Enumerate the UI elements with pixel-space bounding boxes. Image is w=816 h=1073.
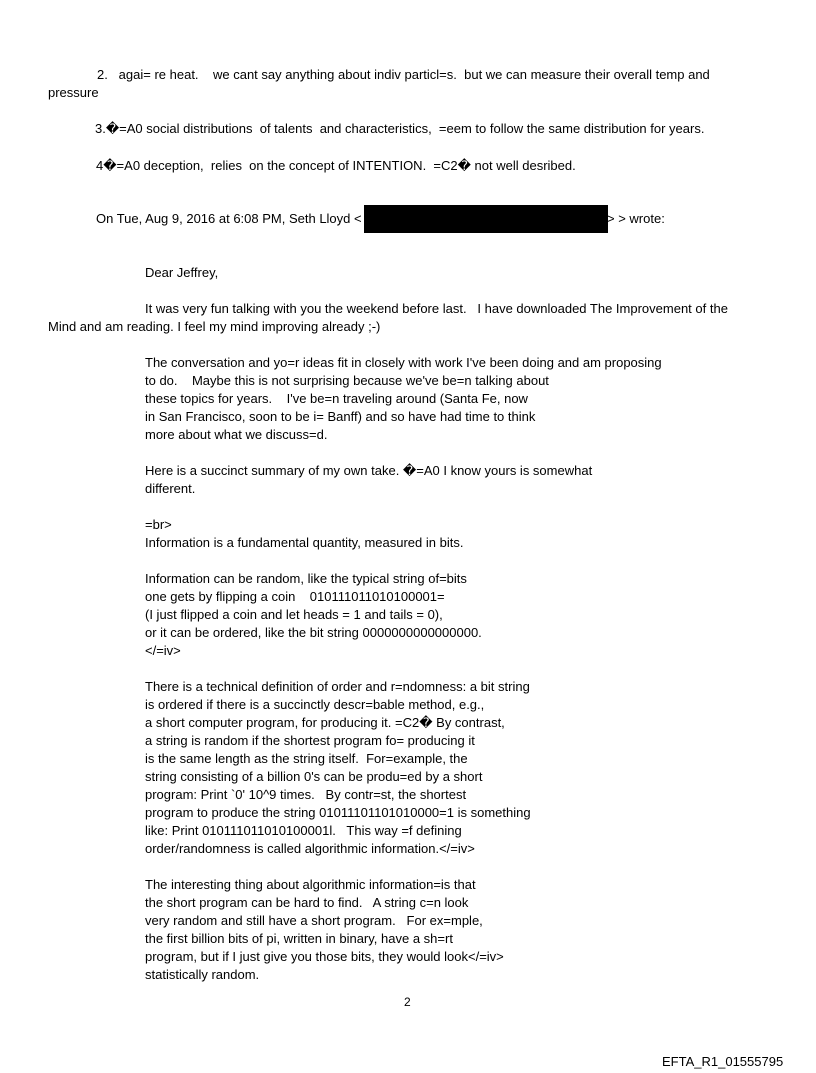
para-1-line-2: Mind and am reading. I feel my mind improving already ;-) (48, 319, 381, 334)
para-6-line-10: order/randomness is called algorithmic information.</=iv> (145, 841, 475, 856)
para-2-line-3: these topics for years. I've be=n traveling around (Santa Fe, now (145, 391, 528, 406)
para-5-line-1: Information can be random, like the typical string of=bits (145, 571, 467, 586)
email-header-suffix: > > wrote: (607, 211, 665, 226)
para-6-line-2: is ordered if there is a succinctly descr=bable method, e.g., (145, 697, 485, 712)
para-4-line-1: =br> (145, 517, 172, 532)
para-5-line-3: (I just flipped a coin and let heads = 1 and tails = 0), (145, 607, 443, 622)
para-5-line-2: one gets by flipping a coin 010111011010100001= (145, 589, 445, 604)
para-6-line-6: string consisting of a billion 0's can be produ=ed by a short (145, 769, 483, 784)
para-3-line-2: different. (145, 481, 196, 496)
para-7-line-1: The interesting thing about algorithmic information=is that (145, 877, 476, 892)
para-2-line-2: to do. Maybe this is not surprising because we've be=n talking about (145, 373, 549, 388)
para-2-line-4: in San Francisco, soon to be i= Banff) and so have had time to think (145, 409, 536, 424)
item-2-line-1: 2. agai= re heat. we cant say anything about indiv particl=s. but we can measure their overall temp and (97, 67, 710, 82)
item-3: 3.�=A0 social distributions of talents and characteristics, =eem to follow the same distribution for years. (95, 121, 705, 136)
para-7-line-6: statistically random. (145, 967, 260, 982)
para-7-line-2: the short program can be hard to find. A string c=n look (145, 895, 469, 910)
para-6-line-9: like: Print 010111011010100001l. This way =f defining (145, 823, 462, 838)
para-1-line-1: It was very fun talking with you the weekend before last. I have downloaded The Improvement of the (145, 301, 728, 316)
redaction-box (364, 205, 608, 233)
item-2-line-2: pressure (48, 85, 99, 100)
email-header-prefix: On Tue, Aug 9, 2016 at 6:08 PM, Seth Lloyd < (96, 211, 362, 226)
para-3-line-1: Here is a succinct summary of my own take. �=A0 I know yours is somewhat (145, 463, 593, 478)
item-4: 4�=A0 deception, relies on the concept of INTENTION. =C2� not well desribed. (96, 158, 576, 173)
para-4-line-2: Information is a fundamental quantity, measured in bits. (145, 535, 464, 550)
para-6-line-7: program: Print `0' 10^9 times. By contr=st, the shortest (145, 787, 467, 802)
para-6-line-1: There is a technical definition of order and r=ndomness: a bit string (145, 679, 530, 694)
document-id: EFTA_R1_01555795 (662, 1054, 784, 1069)
para-6-line-3: a short computer program, for producing it. =C2� By contrast, (145, 715, 505, 730)
page-number: 2 (404, 995, 411, 1009)
para-7-line-5: program, but if I just give you those bits, they would look</=iv> (145, 949, 504, 964)
para-5-line-4: or it can be ordered, like the bit string 0000000000000000. (145, 625, 482, 640)
para-6-line-5: is the same length as the string itself. For=example, the (145, 751, 468, 766)
para-6-line-8: program to produce the string 01011101101010000=1 is something (145, 805, 531, 820)
para-7-line-4: the first billion bits of pi, written in binary, have a sh=rt (145, 931, 453, 946)
greeting: Dear Jeffrey, (145, 265, 219, 280)
para-7-line-3: very random and still have a short program. For ex=mple, (145, 913, 483, 928)
para-2-line-1: The conversation and yo=r ideas fit in closely with work I've been doing and am proposing (145, 355, 662, 370)
para-6-line-4: a string is random if the shortest program fo= producing it (145, 733, 475, 748)
para-5-line-5: </=iv> (145, 643, 181, 658)
para-2-line-5: more about what we discuss=d. (145, 427, 328, 442)
